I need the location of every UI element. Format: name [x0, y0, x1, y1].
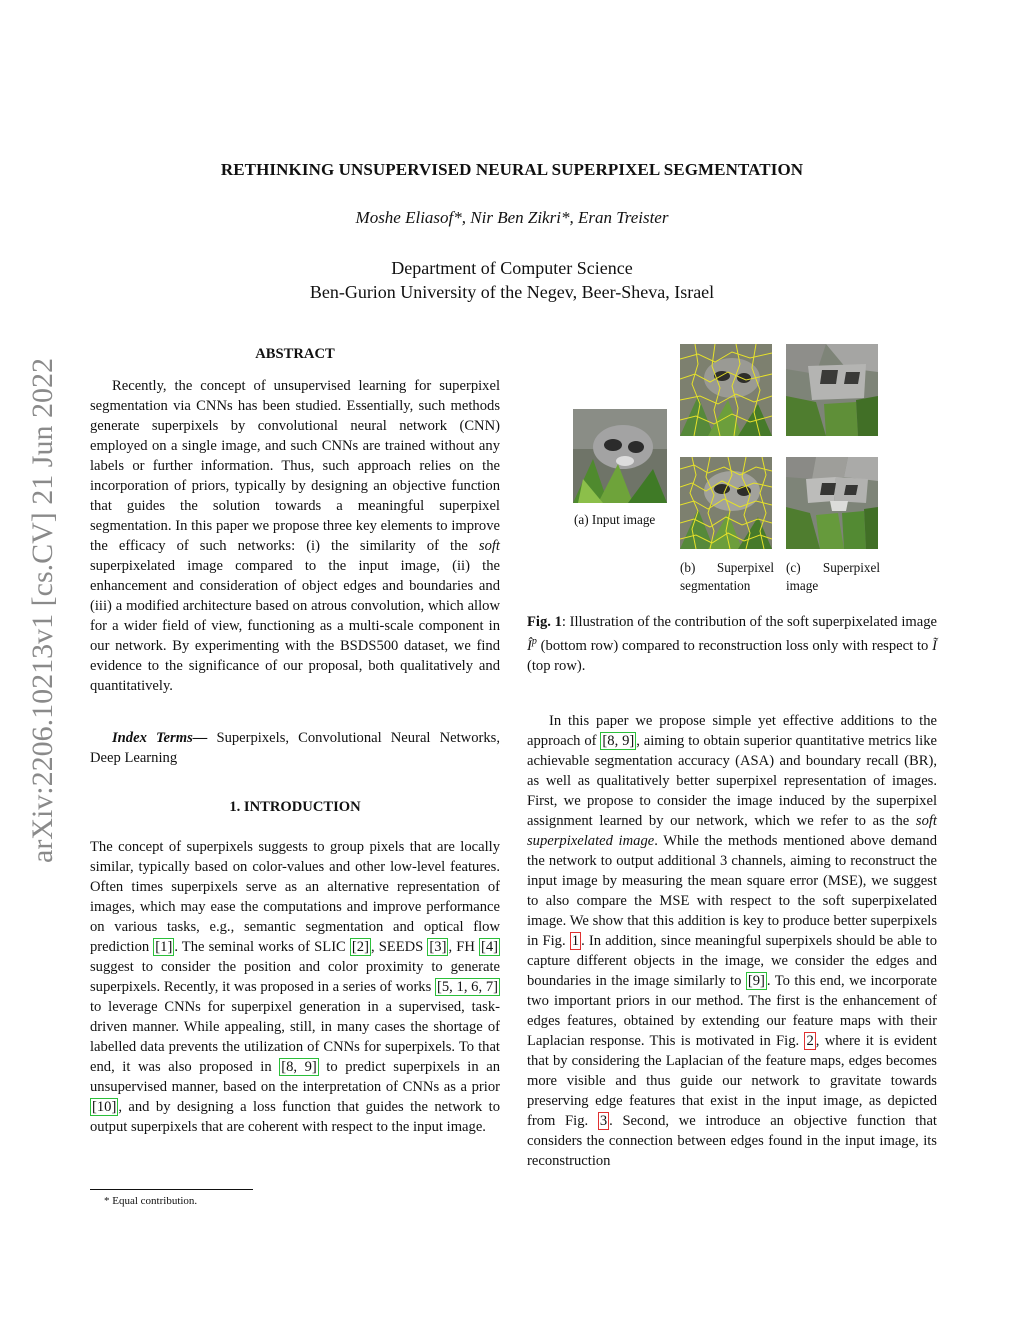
figure-caption-c: (c) Superpixel image: [786, 560, 880, 593]
figure-label: Fig. 1: [527, 614, 562, 630]
body-text: . In addition, since meaningful superpixels should be able to capture different objects in the image, we consider the edges and boundaries in the image similarly to: [527, 933, 938, 989]
body-text: . Second, we introduce an objective function that considers the connection between edges found in the input image, its reconstruction: [527, 1113, 937, 1169]
body-text: In this paper we propose simple yet effective additions to the approach of: [527, 713, 937, 749]
arxiv-sidebar-id: arXiv:2206.10213v1 [cs.CV] 21 Jun 2022: [26, 358, 59, 863]
symbol-reconstruction: Ĩ: [932, 637, 937, 654]
figure-caption-a: (a) Input image: [574, 512, 656, 527]
intro-text: , SEEDS: [370, 939, 428, 955]
abstract-body: [90, 376, 500, 696]
figure-caption-b: (b) Superpixel segmentation: [680, 560, 774, 593]
paper-authors: Moshe Eliasof*, Nir Ben Zikri*, Eran Treister: [355, 208, 669, 227]
abstract-heading: ABSTRACT: [255, 346, 335, 362]
index-terms-label: Index Terms—: [112, 730, 208, 746]
body-text: , aiming to obtain superior quantitative metrics like achievable segmentation accuracy (ASA) and boundary recall (BR), as well as qualitatively better superpixel representation of images. First, we propose to consider the image induced by the superpixel assignment learned by our network, which we refer to as the: [527, 733, 937, 829]
citation-link[interactable]: [8, 9]: [281, 1059, 317, 1075]
figure-segmentation-top: [680, 344, 772, 436]
paper-title: RETHINKING UNSUPERVISED NEURAL SUPERPIXEL SEGMENTATION: [220, 160, 804, 179]
figure-link[interactable]: 1: [571, 933, 580, 949]
citation-link[interactable]: [1]: [155, 939, 173, 955]
intro-text: , and by designing a loss function that guides the network to output superpixels that are coherent with respect to the input image.: [90, 1099, 500, 1135]
intro-text: suggest to consider the position and color proximity to generate superpixels. Recently, it was proposed in a series of works: [90, 959, 500, 995]
figure-caption-text: (top row).: [527, 657, 586, 674]
citation-link[interactable]: [8, 9]: [602, 733, 635, 749]
figure-segmentation-bottom: [680, 457, 772, 549]
citation-link[interactable]: [9]: [747, 973, 765, 989]
symbol-soft-image: Î: [527, 637, 532, 654]
figure-link[interactable]: 3: [599, 1113, 608, 1129]
figure-link[interactable]: 2: [806, 1033, 814, 1049]
citation-link[interactable]: [4]: [480, 939, 499, 955]
affiliation: [0, 256, 1024, 304]
figure-1-caption: [527, 612, 937, 676]
footnote-rule: [90, 1189, 253, 1190]
intro-text: to predict superpixels in an unsupervised manner, based on the interpretation of CNNs as a prior: [90, 1059, 500, 1095]
figure-superpixel-bottom: [786, 457, 878, 549]
affiliation-department: Department of Computer Science: [391, 258, 633, 278]
citation-link[interactable]: [3]: [429, 939, 447, 955]
body-text: . To this end, we incorporate two important priors in our method. The first is the enhancement of edges features, obtained by extending our feature maps with their Laplacian response. This is motivated in Fig.: [527, 973, 937, 1049]
body-text: . While the methods mentioned above demand the network to output additional 3 channels, aiming to reconstruct the input image by measuring the mean square error (MSE), we suggest to also compare the MSE with respect to the soft superpixelated image. We show that this addition is key to produce better superpixels in Fig.: [527, 833, 937, 949]
intro-text: to leverage CNNs for superpixel generation in a supervised, task-driven manner. While appealing, still, in many cases the shortage of labelled data prevents the utilization of CNNs for superpixels. To that end, it was also proposed in: [90, 999, 500, 1075]
abstract-text-a: Recently, the concept of unsupervised learning for superpixel segmentation via CNNs has been studied. Essentially, such methods generate superpixels by convolutional neural network (CNN) employed on a single image, and such CNNs are trained without any labels or further information. Thus, such approach relies on the incorporation of priors, typically by designing an objective function that guides the solution towards a meaningful superpixel segmentation. In this paper we propose three key elements to improve the efficacy of such networks: (i) the similarity of the: [90, 378, 500, 554]
intro-text: , FH: [448, 939, 479, 955]
intro-text: . The seminal works of SLIC: [174, 939, 350, 955]
right-column-body: [527, 711, 937, 1171]
figure-caption-text: (bottom row) compared to reconstruction loss only with respect to: [536, 637, 933, 654]
abstract-soft-emphasis: soft: [478, 538, 500, 554]
symbol-superscript: p: [531, 636, 537, 647]
figure-input-image: [573, 409, 667, 503]
citation-link[interactable]: [5, 1, 6, 7]: [437, 979, 498, 995]
intro-body: [90, 837, 500, 1137]
footnote: * Equal contribution.: [104, 1195, 198, 1207]
body-text: , where it is evident that by considering the Laplacian of the feature maps, edges becomes more visible and thus guide our network to gravitate towards preserving edge features that exist in the input image, as depicted from Fig.: [527, 1033, 937, 1129]
figure-superpixel-top: [786, 344, 878, 436]
citation-link[interactable]: [10]: [92, 1099, 117, 1115]
body-emphasis: soft superpixelated image: [527, 813, 937, 849]
affiliation-university: Ben-Gurion University of the Negev, Beer-Sheva, Israel: [309, 282, 715, 302]
intro-text: The concept of superpixels suggests to group pixels that are locally similar, typically based on color-values and other low-level features. Often times superpixels serve as an alternative representation of images, which may ease the computations and improve performance on various tasks, e.g., semantic segmentation and optical flow prediction: [90, 839, 500, 955]
index-terms: [90, 728, 500, 768]
intro-heading: 1. INTRODUCTION: [229, 799, 361, 815]
citation-link[interactable]: [2]: [351, 939, 369, 955]
abstract-text-b: superpixelated image compared to the input image, (ii) the enhancement and consideration of object edges and boundaries and (iii) a modified architecture based on atrous convolution, which allow for a wider field of view, functioning as a multi-scale component in our network. By experimenting with the BSDS500 dataset, we find evidence to the significance of our proposal, both qualitatively and quantitatively.: [90, 558, 500, 694]
index-terms-text: Superpixels, Convolutional Neural Networks, Deep Learning: [90, 730, 500, 766]
figure-caption-text: : Illustration of the contribution of the soft superpixelated image: [561, 614, 937, 630]
